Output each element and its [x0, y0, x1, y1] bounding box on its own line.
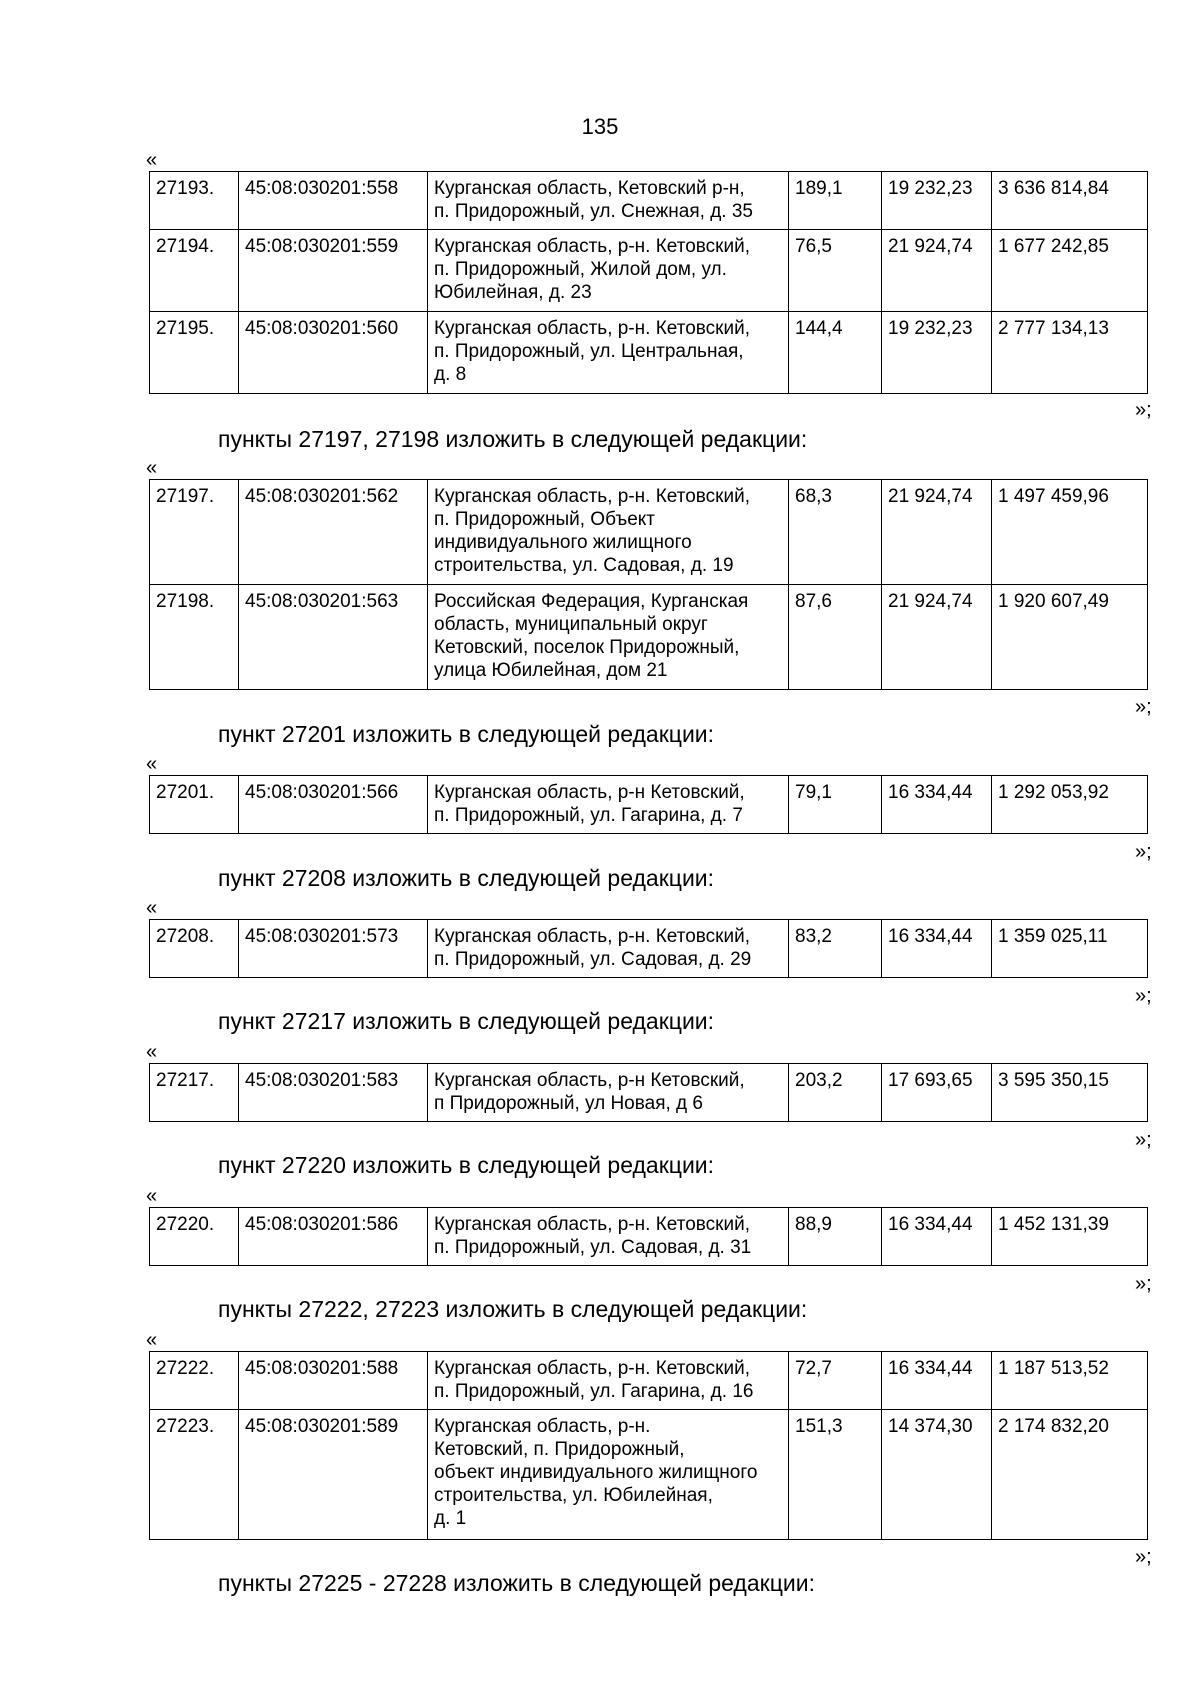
cadastral-number: 45:08:030201:588 — [239, 1352, 428, 1410]
open-quote: « — [146, 1041, 158, 1063]
final-intro: пункты 27225 - 27228 изложить в следующей редакции: — [218, 1570, 815, 1596]
item-number: 27208. — [150, 920, 239, 978]
property-table — [149, 919, 1148, 978]
address: Курганская область, р-н. Кетовский, п. Придорожный, ул. Садовая, д. 29 — [428, 920, 789, 978]
cadastral-value: 3 595 350,15 — [992, 1064, 1148, 1122]
cadastral-value: 2 777 134,13 — [992, 312, 1148, 394]
cadastral-value: 1 359 025,11 — [992, 920, 1148, 978]
rate: 14 374,30 — [882, 1410, 992, 1540]
address: Курганская область, р-н. Кетовский, п. Придорожный, ул. Садовая, д. 31 — [428, 1208, 789, 1266]
rate: 19 232,23 — [882, 172, 992, 230]
close-quote: »; — [1135, 985, 1152, 1007]
section-intro: пункт 27220 изложить в следующей редакции: — [218, 1152, 715, 1178]
item-number: 27197. — [150, 480, 239, 585]
open-quote: « — [146, 753, 158, 775]
cadastral-value: 1 920 607,49 — [992, 585, 1148, 690]
property-table — [149, 1207, 1148, 1266]
close-quote: »; — [1135, 1129, 1152, 1151]
item-number: 27201. — [150, 776, 239, 834]
item-number: 27223. — [150, 1410, 239, 1540]
cadastral-number: 45:08:030201:583 — [239, 1064, 428, 1122]
address: Курганская область, р-н Кетовский, п. Придорожный, ул. Гагарина, д. 7 — [428, 776, 789, 834]
cadastral-value: 1 292 053,92 — [992, 776, 1148, 834]
rate: 16 334,44 — [882, 776, 992, 834]
section-intro: пункты 27197, 27198 изложить в следующей редакции: — [218, 426, 808, 452]
property-table — [149, 775, 1148, 834]
address: Российская Федерация, Курганская область, муниципальный округ Кетовский, поселок Придорожный, улица Юбилейная, дом 21 — [428, 585, 789, 690]
cadastral-value: 1 677 242,85 — [992, 230, 1148, 312]
rate: 16 334,44 — [882, 1352, 992, 1410]
table-row — [150, 1208, 1148, 1266]
cadastral-value: 2 174 832,20 — [992, 1410, 1148, 1540]
area: 144,4 — [789, 312, 882, 394]
property-table — [149, 1063, 1148, 1122]
area: 72,7 — [789, 1352, 882, 1410]
rate: 21 924,74 — [882, 585, 992, 690]
open-quote: « — [146, 149, 158, 171]
item-number: 27217. — [150, 1064, 239, 1122]
rate: 21 924,74 — [882, 480, 992, 585]
property-table — [149, 1351, 1148, 1540]
cadastral-number: 45:08:030201:589 — [239, 1410, 428, 1540]
table-row — [150, 312, 1148, 394]
close-quote: »; — [1135, 696, 1152, 718]
area: 151,3 — [789, 1410, 882, 1540]
item-number: 27194. — [150, 230, 239, 312]
area: 87,6 — [789, 585, 882, 690]
cadastral-value: 3 636 814,84 — [992, 172, 1148, 230]
table-row — [150, 480, 1148, 585]
section-intro: пункты 27222, 27223 изложить в следующей редакции: — [218, 1296, 808, 1322]
address: Курганская область, Кетовский р-н, п. Придорожный, ул. Снежная, д. 35 — [428, 172, 789, 230]
property-table — [149, 479, 1148, 690]
property-table — [149, 171, 1148, 394]
area: 68,3 — [789, 480, 882, 585]
cadastral-value: 1 187 513,52 — [992, 1352, 1148, 1410]
cadastral-number: 45:08:030201:558 — [239, 172, 428, 230]
address: Курганская область, р-н Кетовский, п Придорожный, ул Новая, д 6 — [428, 1064, 789, 1122]
close-quote: »; — [1135, 1546, 1152, 1568]
table-row — [150, 776, 1148, 834]
area: 189,1 — [789, 172, 882, 230]
item-number: 27198. — [150, 585, 239, 690]
table-row — [150, 1352, 1148, 1410]
table-row — [150, 920, 1148, 978]
area: 203,2 — [789, 1064, 882, 1122]
area: 88,9 — [789, 1208, 882, 1266]
open-quote: « — [146, 457, 158, 479]
address: Курганская область, р-н. Кетовский, п. Придорожный, ул. Гагарина, д. 16 — [428, 1352, 789, 1410]
cadastral-number: 45:08:030201:560 — [239, 312, 428, 394]
table-row — [150, 1410, 1148, 1540]
rate: 19 232,23 — [882, 312, 992, 394]
item-number: 27222. — [150, 1352, 239, 1410]
cadastral-value: 1 452 131,39 — [992, 1208, 1148, 1266]
cadastral-value: 1 497 459,96 — [992, 480, 1148, 585]
item-number: 27220. — [150, 1208, 239, 1266]
address: Курганская область, р-н. Кетовский, п. Придорожный, объект индивидуального жилищного строительства, ул. Юбилейная, д. 1 — [428, 1410, 789, 1540]
page-number: 135 — [581, 114, 619, 139]
open-quote: « — [146, 1329, 158, 1351]
rate: 17 693,65 — [882, 1064, 992, 1122]
table-row — [150, 172, 1148, 230]
close-quote: »; — [1135, 399, 1152, 421]
rate: 21 924,74 — [882, 230, 992, 312]
cadastral-number: 45:08:030201:562 — [239, 480, 428, 585]
section-intro: пункт 27217 изложить в следующей редакции: — [218, 1008, 715, 1034]
address: Курганская область, р-н. Кетовский, п. Придорожный, Жилой дом, ул. Юбилейная, д. 23 — [428, 230, 789, 312]
area: 79,1 — [789, 776, 882, 834]
section-intro: пункт 27201 изложить в следующей редакции: — [218, 721, 715, 747]
table-row — [150, 230, 1148, 312]
close-quote: »; — [1135, 1273, 1152, 1295]
cadastral-number: 45:08:030201:573 — [239, 920, 428, 978]
cadastral-number: 45:08:030201:559 — [239, 230, 428, 312]
item-number: 27195. — [150, 312, 239, 394]
cadastral-number: 45:08:030201:586 — [239, 1208, 428, 1266]
cadastral-number: 45:08:030201:566 — [239, 776, 428, 834]
item-number: 27193. — [150, 172, 239, 230]
area: 83,2 — [789, 920, 882, 978]
cadastral-number: 45:08:030201:563 — [239, 585, 428, 690]
rate: 16 334,44 — [882, 1208, 992, 1266]
open-quote: « — [146, 1185, 158, 1207]
table-row — [150, 585, 1148, 690]
table-row — [150, 1064, 1148, 1122]
section-intro: пункт 27208 изложить в следующей редакции: — [218, 865, 715, 891]
address: Курганская область, р-н. Кетовский, п. Придорожный, ул. Центральная, д. 8 — [428, 312, 789, 394]
rate: 16 334,44 — [882, 920, 992, 978]
address: Курганская область, р-н. Кетовский, п. Придорожный, Объект индивидуального жилищного строительства, ул. Садовая, д. 19 — [428, 480, 789, 585]
open-quote: « — [146, 897, 158, 919]
area: 76,5 — [789, 230, 882, 312]
close-quote: »; — [1135, 841, 1152, 863]
